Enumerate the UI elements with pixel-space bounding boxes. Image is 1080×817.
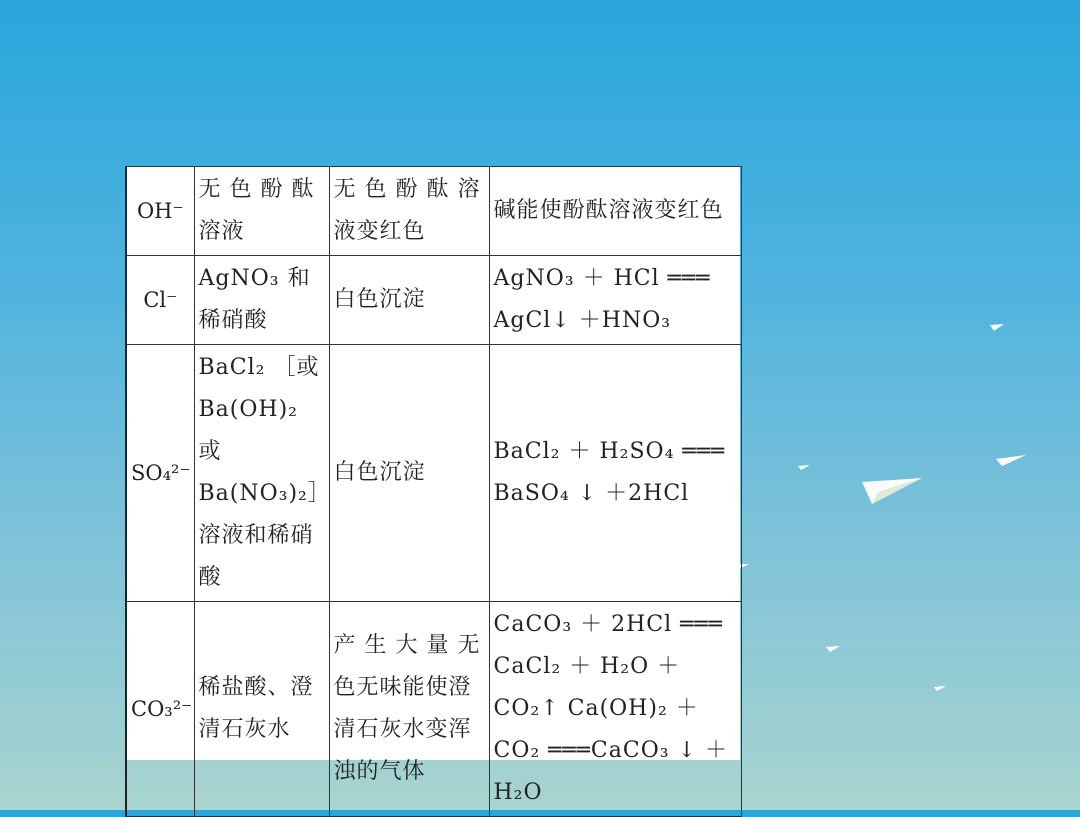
table-row [126,345,741,602]
table-row [126,256,741,345]
reagent-cell: 无 色 酚 酞 溶液 [194,167,329,256]
ion-cell: OH⁻ [126,167,194,256]
paper-plane-icon [798,464,812,472]
phenomenon-cell: 产 生 大 量 无色无味能使澄清石灰水变浑浊的气体 [329,602,489,817]
equation-cell: 碱能使酚酞溶液变红色 [489,167,741,256]
reagent-cell: BaCl₂ ［或Ba(OH)₂ 或Ba(NO₃)₂］溶液和稀硝酸 [194,345,329,602]
phenomenon-cell: 无 色 酚 酞 溶液变红色 [329,167,489,256]
table-row [126,167,741,256]
phenomenon-cell: 白色沉淀 [329,256,489,345]
ion-cell: Cl⁻ [126,256,194,345]
equation-cell: BaCl₂ ＋ H₂SO₄ ═══ BaSO₄ ↓ ＋2HCl [489,345,741,602]
equation-cell: CaCO₃ ＋ 2HCl ═══ CaCl₂ ＋ H₂O ＋ CO₂↑ Ca(OH)₂ ＋ CO₂ ═══CaCO₃ ↓ ＋H₂O [489,602,741,817]
paper-plane-icon [990,323,1006,333]
ion-cell: SO₄²⁻ [126,345,194,602]
reagent-cell: AgNO₃ 和稀硝酸 [194,256,329,345]
equation-cell: AgNO₃ ＋ HCl ═══ AgCl↓ ＋HNO₃ [489,256,741,345]
table-row [126,602,741,817]
reagent-cell: 稀盐酸、澄清石灰水 [194,602,329,817]
paper-plane-icon [934,685,948,693]
ion-test-table [125,166,740,805]
ion-test-grid [125,166,742,817]
ion-cell: CO₃²⁻ [126,602,194,817]
paper-plane-icon [826,645,842,654]
phenomenon-cell: 白色沉淀 [329,345,489,602]
paper-plane-icon [996,454,1028,468]
paper-plane-icon [862,472,926,508]
